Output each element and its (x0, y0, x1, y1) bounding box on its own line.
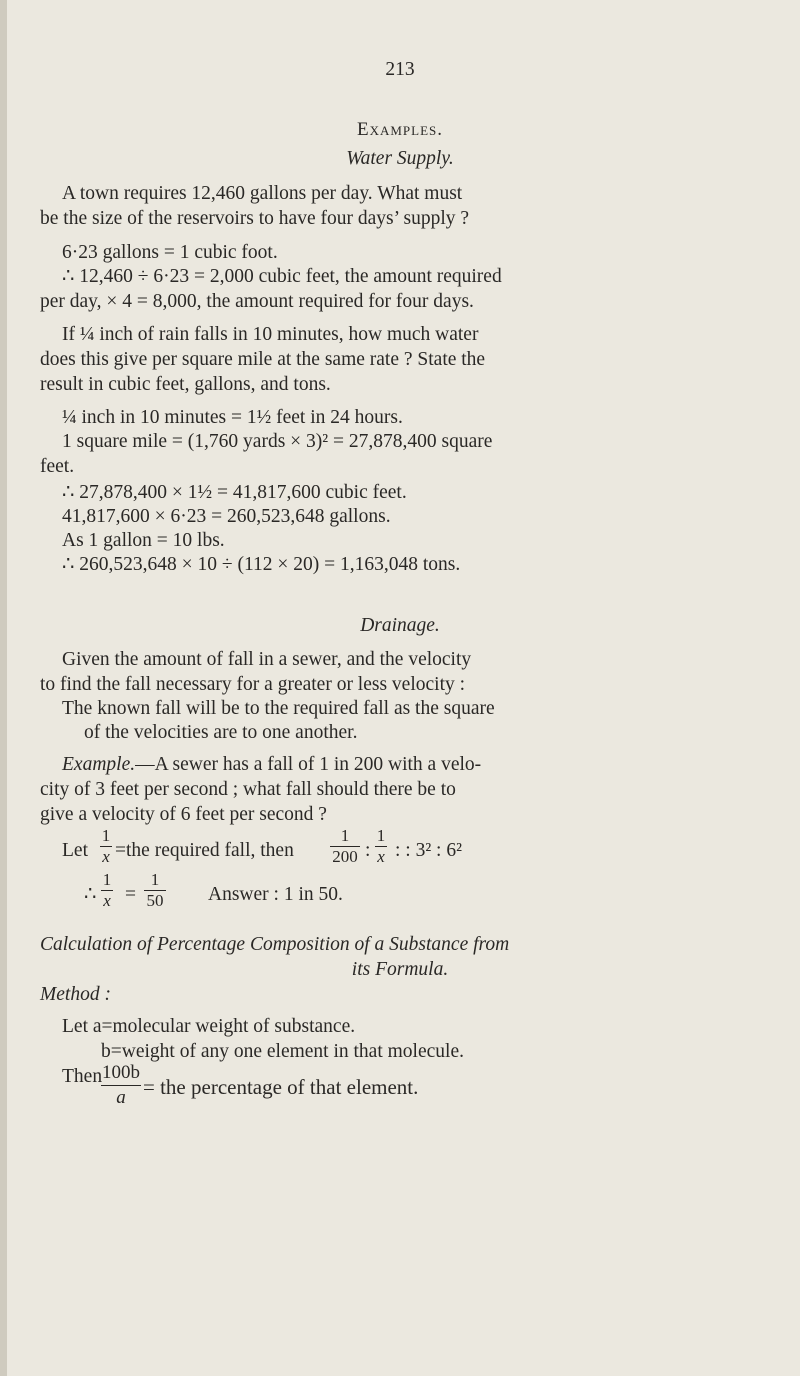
drainage-title: Drainage. (360, 615, 440, 636)
water-a1-line: ∴ 12,460 ÷ 6·23 = 2,000 cubic feet, the amount required (62, 266, 502, 287)
drainage-intro-line: to find the fall necessary for a greater or less velocity : (40, 674, 466, 695)
let-word: Let (62, 840, 88, 861)
equals-sign: = (125, 884, 136, 905)
water-q1-line: A town requires 12,460 gallons per day. What must (62, 183, 463, 204)
percentage-result: = the percentage of that element. (143, 1075, 419, 1099)
fraction-one-over-200: 1 200 (330, 827, 360, 866)
water-a1-line: 6·23 gallons = 1 cubic foot. (62, 242, 278, 263)
drainage-rule-line: of the velocities are to one another. (84, 722, 358, 743)
drainage-rule-line: The known fall will be to the required fall as the square (62, 698, 495, 719)
water-a2-line: feet. (40, 456, 75, 477)
water-a2-line: As 1 gallon = 10 lbs. (62, 530, 225, 551)
water-a2-line: ∴ 27,878,400 × 1½ = 41,817,600 cubic feet. (62, 482, 407, 503)
water-supply-title: Water Supply. (346, 148, 454, 169)
example-line: —A sewer has a fall of 1 in 200 with a velo- (135, 754, 482, 775)
example-label: Example. (62, 754, 136, 775)
colon: : (365, 840, 371, 861)
definition-a: Let a=molecular weight of substance. (62, 1016, 356, 1037)
fraction-one-over-x: 1 x (102, 870, 112, 910)
example-line: city of 3 feet per second ; what fall should there be to (40, 779, 456, 800)
answer: Answer : 1 in 50. (208, 884, 343, 905)
water-q1-line: be the size of the reservoirs to have four days’ supply ? (40, 208, 470, 229)
water-a2-line: 1 square mile = (1,760 yards × 3)² = 27,878,400 square (62, 431, 493, 452)
water-a1-line: per day, × 4 = 8,000, the amount required for four days. (40, 291, 474, 312)
water-q2-line: does this give per square mile at the same rate ? State the (40, 349, 486, 370)
method-label: Method : (40, 984, 111, 1005)
fraction-one-over-x: 1 x (376, 826, 386, 866)
let-text: =the required fall, then (115, 840, 294, 861)
water-a2-line: 41,817,600 × 6·23 = 260,523,648 gallons. (62, 506, 391, 527)
drainage-intro-line: Given the amount of fall in a sewer, and the velocity (62, 649, 472, 670)
example-line: give a velocity of 6 feet per second ? (40, 804, 327, 825)
section-heading: Examples. (356, 119, 444, 140)
fraction-one-over-50: 1 50 (144, 871, 166, 910)
definition-b: b=weight of any one element in that molecule. (101, 1041, 464, 1062)
fraction-one-over-x: 1 x (101, 826, 111, 866)
therefore-symbol: ∴ (84, 884, 97, 905)
proportion-text: : : 3² : 6² (395, 840, 462, 861)
water-q2-line: result in cubic feet, gallons, and tons. (40, 374, 331, 395)
percentage-title: its Formula. (351, 959, 449, 980)
then-word: Then (62, 1066, 103, 1087)
fraction-100b-over-a: 100b a (102, 1062, 140, 1108)
page-number: 213 (385, 59, 415, 80)
percentage-title: Calculation of Percentage Composition of a Substance from (40, 934, 510, 955)
water-a2-line: ∴ 260,523,648 × 10 ÷ (112 × 20) = 1,163,048 tons. (62, 554, 461, 575)
water-a2-line: ¼ inch in 10 minutes = 1½ feet in 24 hours. (62, 407, 403, 428)
water-q2-line: If ¼ inch of rain falls in 10 minutes, how much water (62, 324, 479, 345)
page-edge-shadow (0, 0, 7, 1376)
